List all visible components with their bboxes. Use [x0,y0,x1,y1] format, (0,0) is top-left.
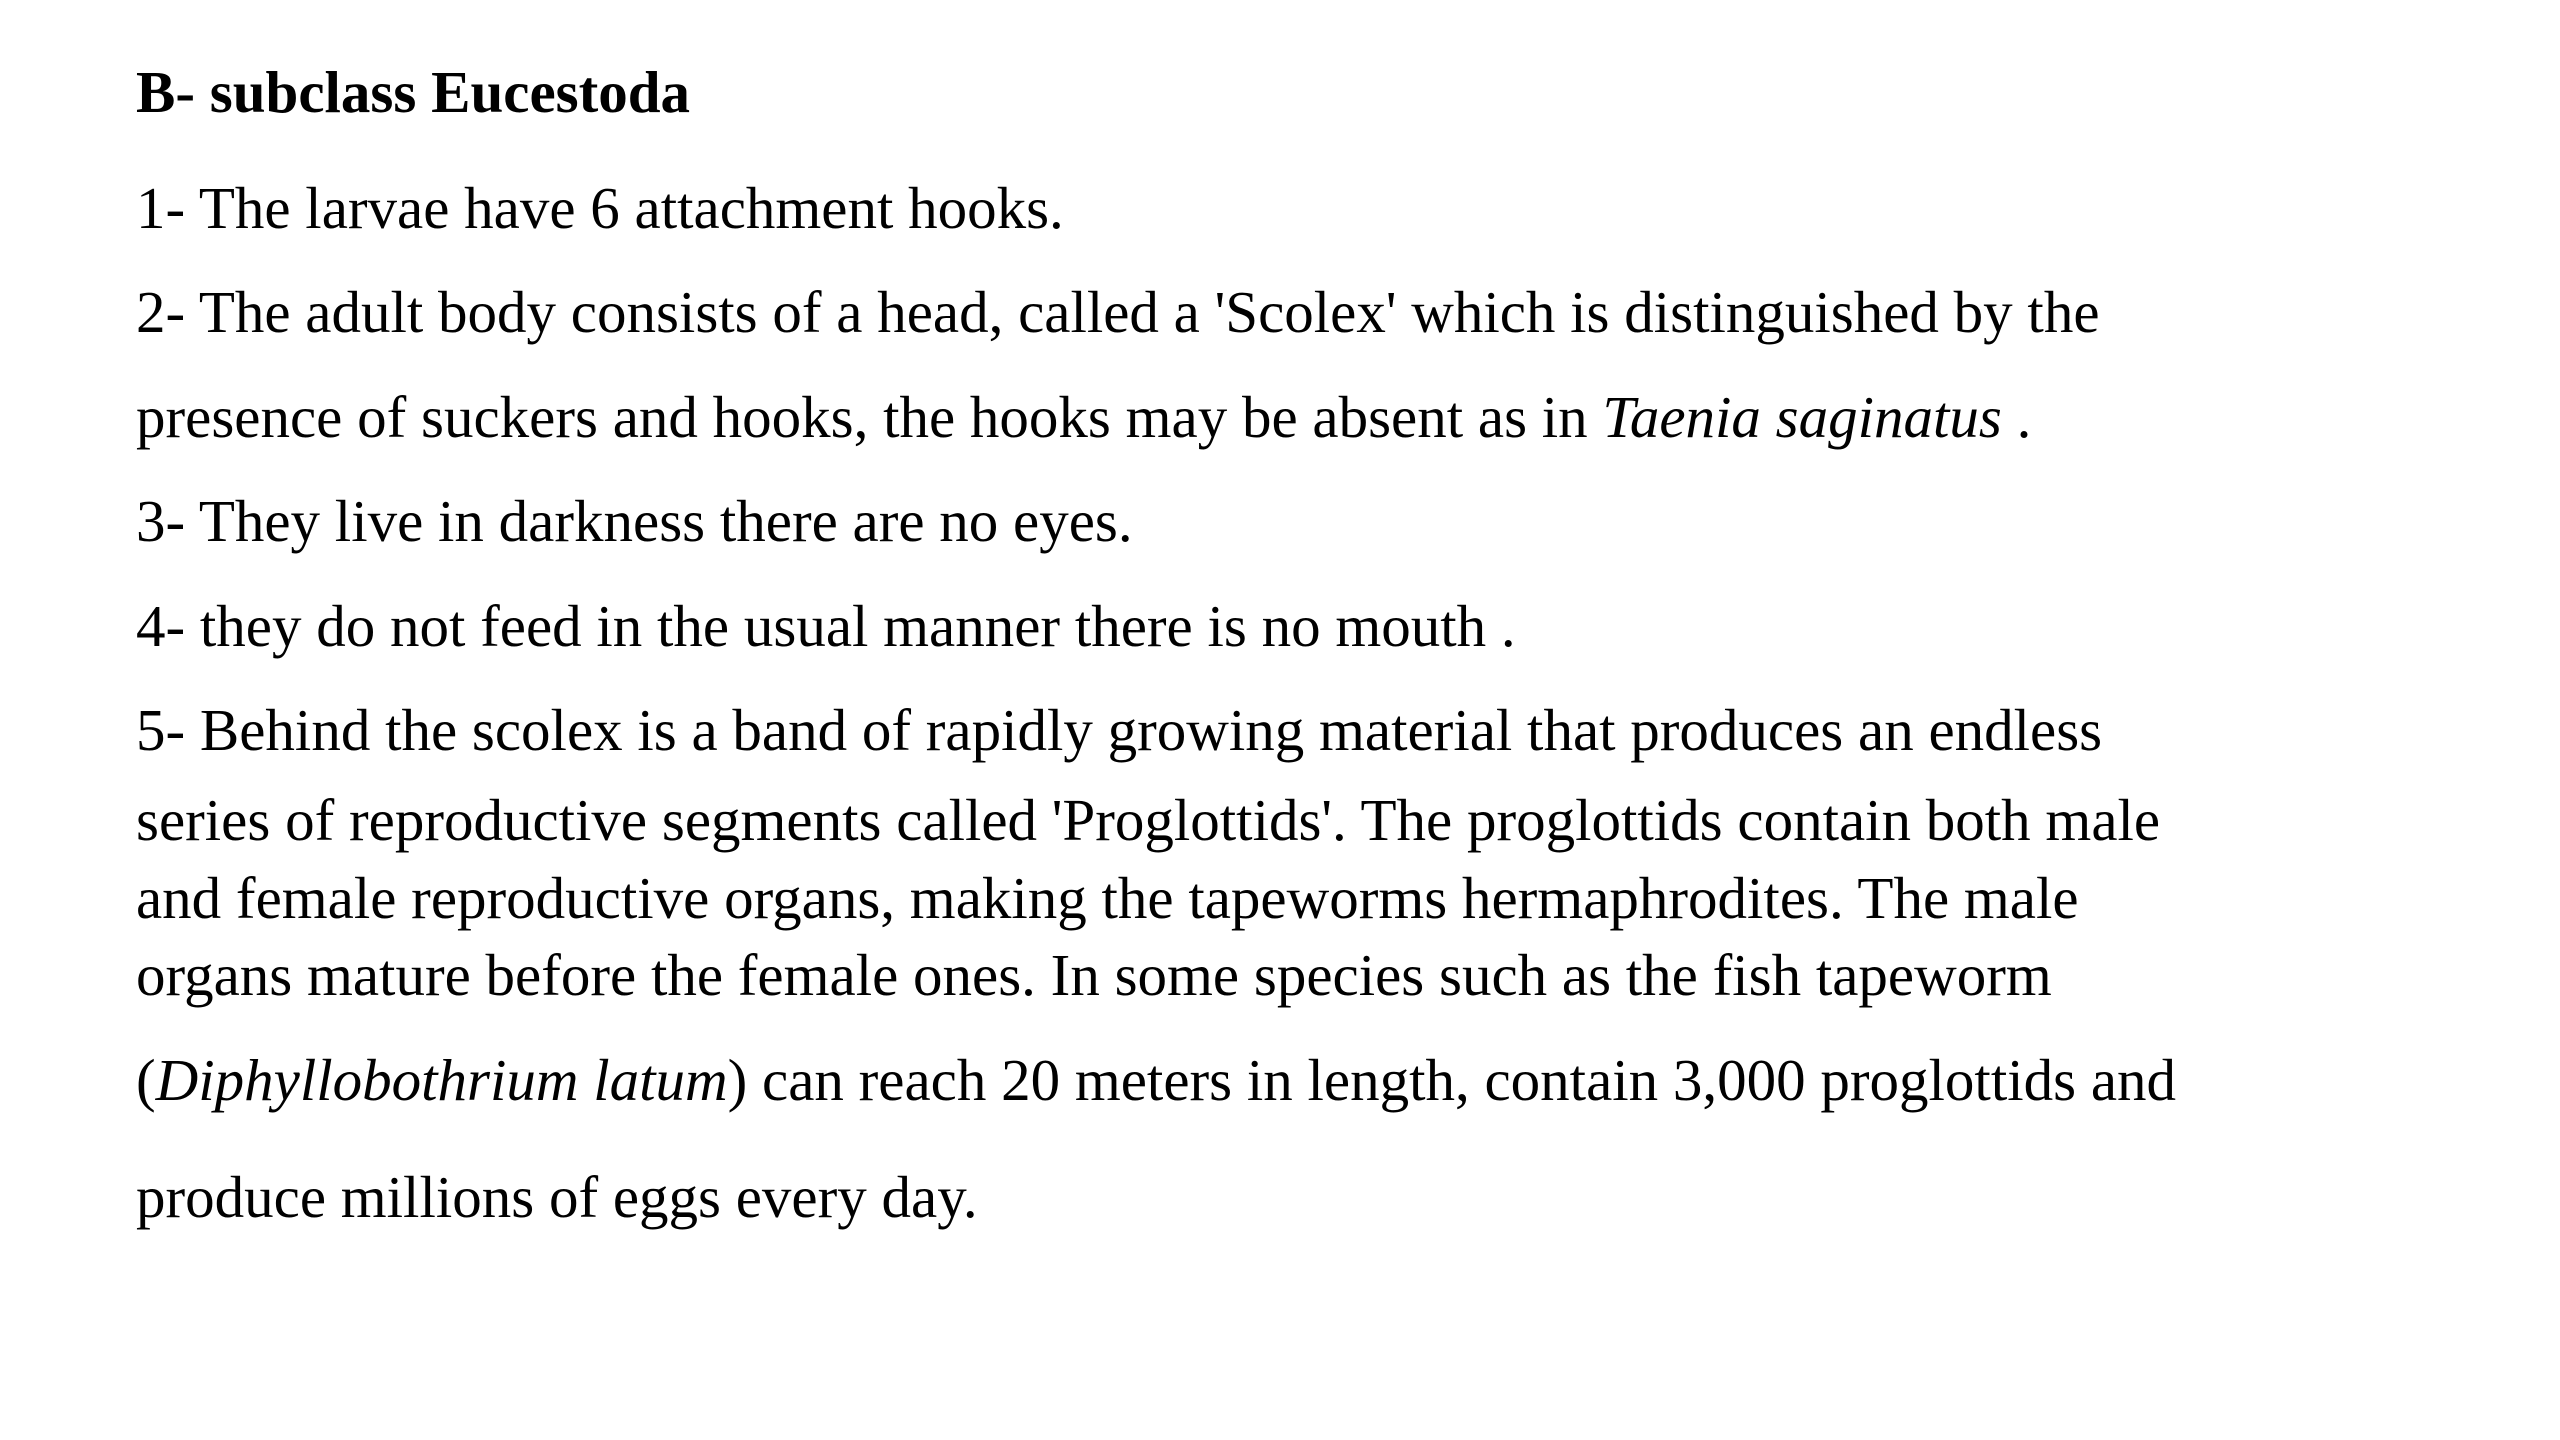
point-2-line-2-text: presence of suckers and hooks, the hooks may be absent as in [136,383,1603,450]
point-2-line-1: 2- The adult body consists of a head, called a 'Scolex' which is distinguished by the [136,279,2100,345]
point-1 [136,156,2560,260]
point-3 [136,469,2560,574]
species-name-taenia: Taenia saginatus [1602,383,2002,450]
point-2-line-2 [136,365,2560,470]
point-5 [136,678,2560,1249]
point-1-text: 1- The larvae have 6 attachment hooks. [136,175,1064,241]
point-2-line-2-end: . [2001,383,2032,450]
point-5-line-1: 5- Behind the scolex is a band of rapidly growing material that produces an endless [136,697,2103,763]
point-2 [136,260,2560,469]
point-3-text: 3- They live in darkness there are no eyes. [136,488,1133,554]
section-heading: B- subclass Eucestoda [136,59,691,125]
point-5-line-3: and female reproductive organs, making the tapeworms hermaphrodites. The male [136,864,2079,931]
point-4 [136,574,2560,679]
point-5-line-5 [136,1015,2560,1145]
point-5-line-4: organs mature before the female ones. In some species such as the fish tapeworm [136,942,2052,1008]
point-4-text: 4- they do not feed in the usual manner there is no mouth . [136,592,1516,659]
point-5-line-6: produce millions of eggs every day. [136,1163,978,1230]
species-name-diphyllobothrium: Diphyllobothrium latum [155,1046,728,1113]
point-5-line-5-text: ) can reach 20 meters in length, contain 3,000 proglottids and [727,1046,2177,1113]
point-5-line-2: series of reproductive segments called 'Proglottids'. The proglottids contain both male [136,787,2161,853]
point-5-line-5-open: ( [136,1046,156,1113]
